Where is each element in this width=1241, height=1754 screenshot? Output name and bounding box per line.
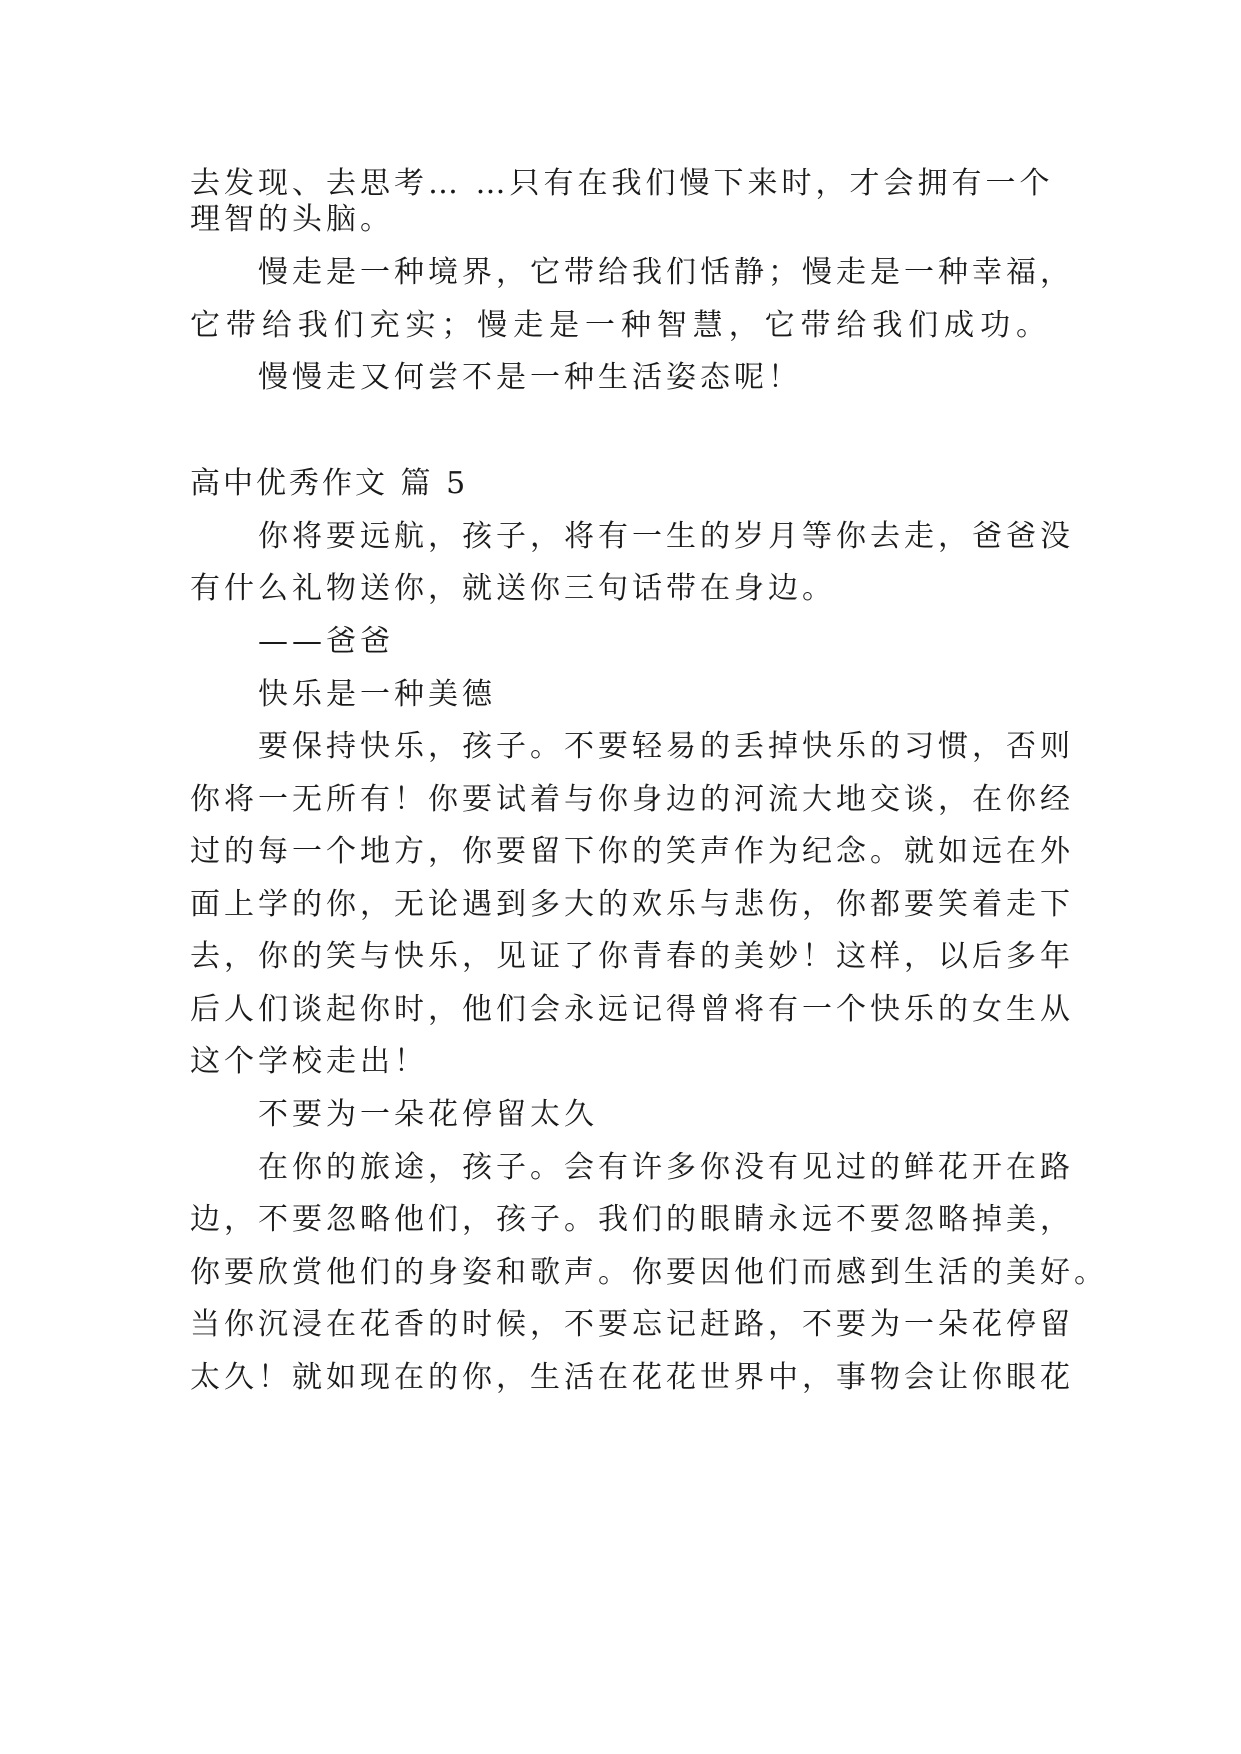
paragraph-line: 太久！就如现在的你，生活在花花世界中，事物会让你眼花 [190, 1360, 1074, 1395]
paragraph-line: 慢慢走又何尝不是一种生活姿态呢！ [258, 360, 802, 395]
paragraph-line: 它带给我们充实；慢走是一种智慧，它带给我们成功。 [190, 308, 1050, 343]
paragraph-line: 你要欣赏他们的身姿和歌声。你要因他们而感到生活的美好。 [190, 1255, 1108, 1290]
paragraph-line: 在你的旅途，孩子。会有许多你没有见过的鲜花开在路 [258, 1150, 1074, 1185]
paragraph-line: 要保持快乐，孩子。不要轻易的丢掉快乐的习惯，否则 [258, 729, 1074, 764]
paragraph-line: 有什么礼物送你，就送你三句话带在身边。 [190, 571, 836, 606]
paragraph-line: 面上学的你，无论遇到多大的欢乐与悲伤，你都要笑着走下 [190, 887, 1074, 922]
subtitle: 快乐是一种美德 [258, 677, 496, 712]
section-heading: 高中优秀作文 篇 5 [190, 466, 469, 501]
paragraph-line: 当你沉浸在花香的时候，不要忘记赶路，不要为一朵花停留 [190, 1307, 1074, 1342]
paragraph-line: 去发现、去思考… …只有在我们慢下来时，才会拥有一个 [190, 166, 1054, 201]
paragraph-line: 你将要远航，孩子，将有一生的岁月等你去走，爸爸没 [258, 519, 1074, 554]
paragraph-line: 过的每一个地方，你要留下你的笑声作为纪念。就如远在外 [190, 834, 1074, 869]
subtitle: 不要为一朵花停留太久 [258, 1097, 598, 1132]
signature-line: ——爸爸 [258, 624, 394, 659]
paragraph-line: 慢走是一种境界，它带给我们恬静；慢走是一种幸福， [258, 255, 1074, 290]
paragraph-line: 理智的头脑。 [190, 202, 394, 237]
paragraph-line: 去，你的笑与快乐，见证了你青春的美妙！这样，以后多年 [190, 939, 1074, 974]
paragraph-line: 这个学校走出！ [190, 1044, 428, 1079]
paragraph-line: 后人们谈起你时，他们会永远记得曾将有一个快乐的女生从 [190, 992, 1074, 1027]
paragraph-line: 边，不要忽略他们，孩子。我们的眼睛永远不要忽略掉美， [190, 1202, 1074, 1237]
paragraph-line: 你将一无所有！你要试着与你身边的河流大地交谈，在你经 [190, 782, 1074, 817]
